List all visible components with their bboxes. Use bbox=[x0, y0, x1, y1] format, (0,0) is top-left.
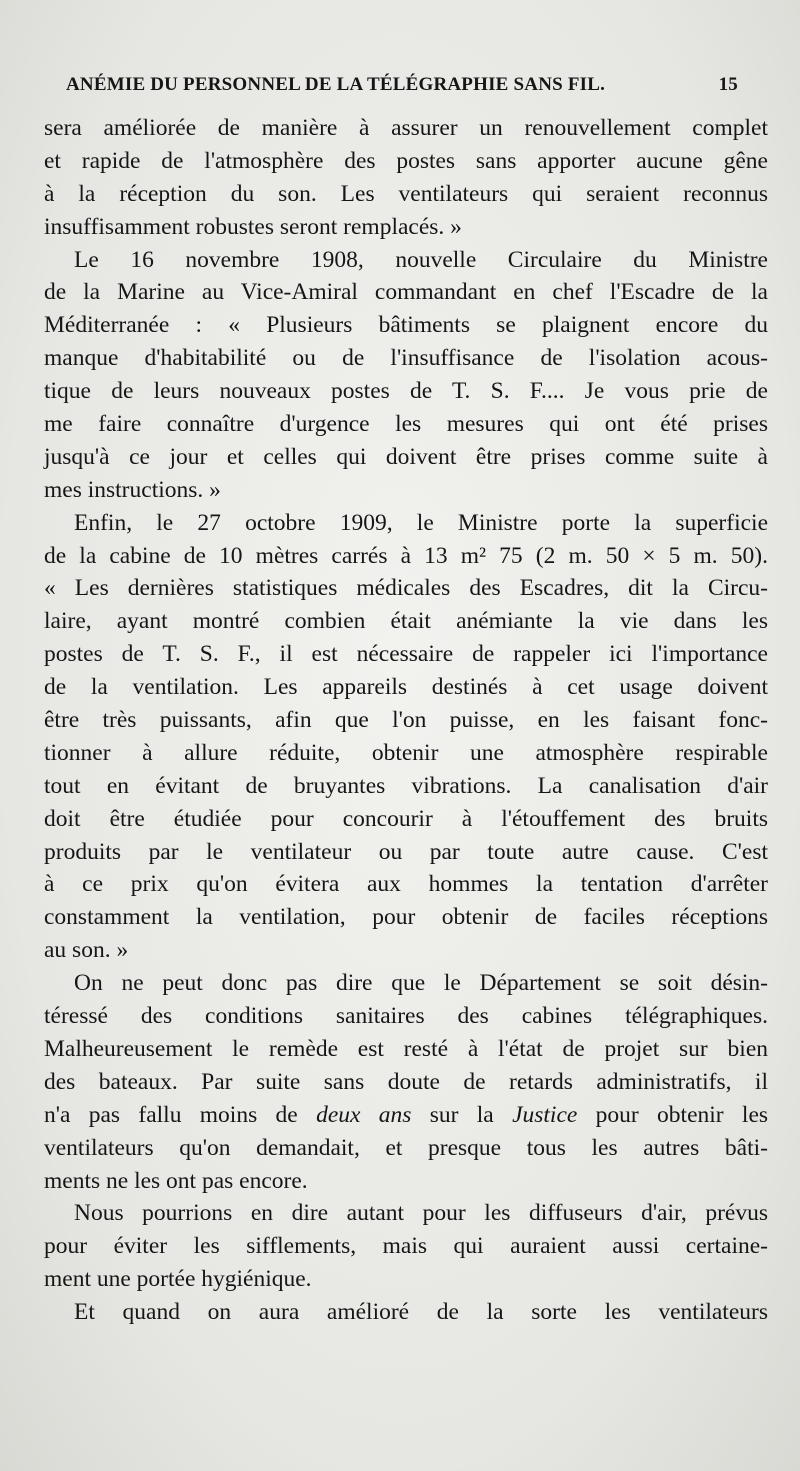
text-line: à ce prix qu'on évitera aux hommes la tentation d'arrêter bbox=[44, 871, 768, 898]
text-line: tionner à allure réduite, obtenir une atmosphère respirable bbox=[44, 739, 768, 766]
text-line: tout en évitant de bruyantes vibrations. La canalisation d'air bbox=[44, 772, 768, 799]
text-line: être très puissants, afin que l'on puisse, en les faisant fonc- bbox=[44, 707, 768, 734]
italic-segment: deux ans bbox=[316, 1101, 412, 1128]
text-line: Le 16 novembre 1908, nouvelle Circulaire du Ministre bbox=[74, 246, 768, 273]
text-line: ventilateurs qu'on demandait, et presque tous les autres bâti- bbox=[44, 1134, 768, 1161]
text-line: ment une portée hygiénique. bbox=[44, 1266, 312, 1293]
text-line: Et quand on aura amélioré de la sorte les ventilateurs bbox=[74, 1299, 768, 1326]
running-header bbox=[66, 74, 738, 96]
page-number: 15 bbox=[718, 74, 738, 95]
text-line: Méditerranée : « Plusieurs bâtiments se plaignent encore du bbox=[44, 312, 768, 339]
text-line: laire, ayant montré combien était anémiante la vie dans les bbox=[44, 608, 768, 635]
text-line: Enfin, le 27 octobre 1909, le Ministre porte la superficie bbox=[74, 509, 768, 536]
text-line: Nous pourrions en dire autant pour les diffuseurs d'air, prévus bbox=[74, 1200, 768, 1227]
text-line: constamment la ventilation, pour obtenir de faciles réceptions bbox=[44, 904, 768, 931]
text-line: insuffisamment robustes seront remplacés. » bbox=[44, 213, 462, 240]
text-line: au son. » bbox=[44, 937, 129, 964]
text-segment: n'a pas fallu moins de bbox=[44, 1101, 298, 1128]
text-line: de la Marine au Vice-Amiral commandant en chef l'Escadre de la bbox=[44, 279, 768, 306]
text-line: de la ventilation. Les appareils destinés à cet usage doivent bbox=[44, 674, 768, 701]
text-line: produits par le ventilateur ou par toute autre cause. C'est bbox=[44, 838, 768, 865]
italic-segment: Justice bbox=[512, 1101, 578, 1128]
text-line: de la cabine de 10 mètres carrés à 13 m² 75 (2 m. 50 × 5 m. 50). bbox=[44, 542, 768, 569]
text-line: téressé des conditions sanitaires des cabines télégraphiques. bbox=[44, 1003, 768, 1030]
text-line bbox=[44, 1099, 768, 1132]
text-segment: sur la bbox=[429, 1101, 494, 1128]
text-line: Malheureusement le remède est resté à l'état de projet sur bien bbox=[44, 1035, 768, 1062]
text-line: tique de leurs nouveaux postes de T. S. F.... Je vous prie de bbox=[44, 378, 768, 405]
text-line: « Les dernières statistiques médicales des Escadres, dit la Circu- bbox=[44, 575, 768, 602]
text-line: à la réception du son. Les ventilateurs qui seraient reconnus bbox=[44, 180, 768, 207]
text-line: des bateaux. Par suite sans doute de retards administratifs, il bbox=[44, 1068, 768, 1095]
text-line: sera améliorée de manière à assurer un renouvellement complet bbox=[44, 115, 768, 141]
text-line: manque d'habitabilité ou de l'insuffisance de l'isolation acous- bbox=[44, 345, 768, 372]
text-line: ments ne les ont pas encore. bbox=[44, 1167, 308, 1194]
text-line: jusqu'à ce jour et celles qui doivent être prises comme suite à bbox=[44, 443, 768, 470]
text-line: et rapide de l'atmosphère des postes sans apporter aucune gêne bbox=[44, 147, 768, 174]
text-line: doit être étudiée pour concourir à l'étouffement des bruits bbox=[44, 805, 768, 832]
text-line: mes instructions. » bbox=[44, 476, 221, 503]
running-title: ANÉMIE DU PERSONNEL DE LA TÉLÉGRAPHIE SANS FIL. bbox=[66, 74, 606, 95]
text-line: me faire connaître d'urgence les mesures qui ont été prises bbox=[44, 411, 768, 438]
text-line: pour éviter les sifflements, mais qui auraient aussi certaine- bbox=[44, 1233, 768, 1260]
body-text bbox=[44, 112, 768, 1329]
text-segment: pour obtenir les bbox=[595, 1101, 769, 1128]
text-line: postes de T. S. F., il est nécessaire de rappeler ici l'importance bbox=[44, 641, 768, 668]
text-line: On ne peut donc pas dire que le Département se soit désin- bbox=[74, 970, 768, 997]
